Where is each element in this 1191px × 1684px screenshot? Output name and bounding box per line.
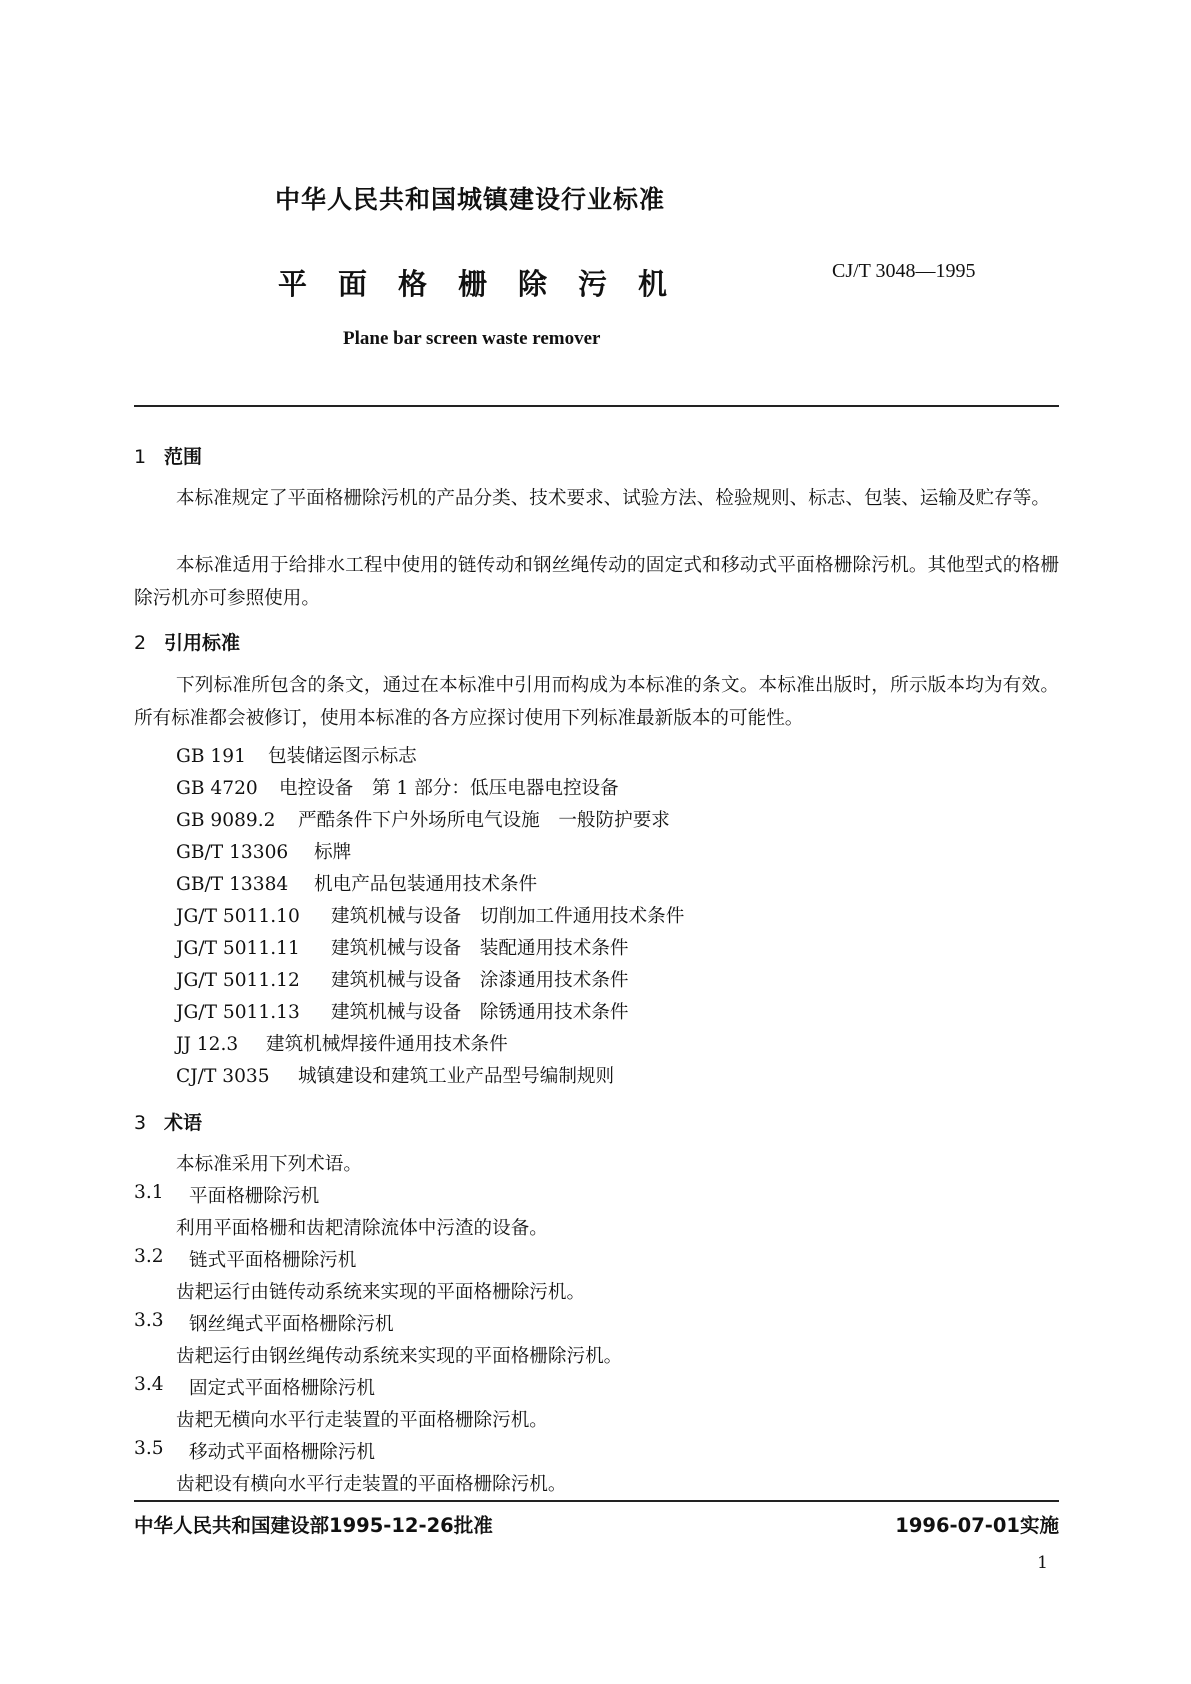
term-number: 3.2 <box>134 1246 164 1267</box>
reference-title: 建筑机械与设备 涂漆通用技术条件 <box>331 970 629 991</box>
reference-title: 机电产品包装通用技术条件 <box>314 874 538 895</box>
standard-code: CJ/T 3048—1995 <box>832 260 976 282</box>
reference-title: 建筑机械与设备 切削加工件通用技术条件 <box>331 906 685 927</box>
term-number: 3.5 <box>134 1438 164 1459</box>
section-heading-scope <box>134 442 202 469</box>
term-definition: 齿耙无横向水平行走装置的平面格栅除污机。 <box>176 1410 548 1431</box>
reference-code: JG/T 5011.13 <box>176 1002 300 1023</box>
reference-title: 建筑机械与设备 除锈通用技术条件 <box>331 1002 629 1023</box>
reference-item <box>176 998 629 1024</box>
reference-item <box>176 934 629 960</box>
term-name: 平面格栅除污机 <box>189 1186 320 1207</box>
term-number: 3.1 <box>134 1182 164 1203</box>
reference-item <box>176 774 619 800</box>
reference-code: GB 4720 <box>176 778 258 799</box>
term-definition: 齿耙设有横向水平行走装置的平面格栅除污机。 <box>176 1474 567 1495</box>
section-title: 术语 <box>164 1112 203 1134</box>
section-number: 2 <box>134 632 147 654</box>
term-definition: 利用平面格栅和齿耙清除流体中污渣的设备。 <box>176 1218 548 1239</box>
paragraph: 本标准规定了平面格栅除污机的产品分类、技术要求、试验方法、检验规则、标志、包装、运输及贮存等。 <box>176 488 1050 509</box>
standard-title-cn: 平面格栅除污机 <box>278 267 699 301</box>
reference-item <box>176 902 684 928</box>
reference-code: JJ 12.3 <box>176 1034 239 1055</box>
section-number: 1 <box>134 446 147 468</box>
reference-title: 城镇建设和建筑工业产品型号编制规则 <box>298 1066 615 1087</box>
reference-item <box>176 1062 614 1088</box>
reference-code: GB/T 13306 <box>176 842 289 863</box>
header-divider <box>134 405 1059 407</box>
term-number: 3.4 <box>134 1374 164 1395</box>
reference-code: JG/T 5011.10 <box>176 906 300 927</box>
term-name: 链式平面格栅除污机 <box>189 1250 357 1271</box>
effective-date: 1996-07-01实施 <box>895 1514 1059 1537</box>
paragraph: 下列标准所包含的条文，通过在本标准中引用而构成为本标准的条文。本标准出版时，所示版本均为有效。所有标准都会被修订，使用本标准的各方应探讨使用下列标准最新版本的可能性。 <box>134 675 1059 729</box>
page-number: 1 <box>1037 1553 1048 1573</box>
term-name: 固定式平面格栅除污机 <box>189 1378 375 1399</box>
reference-item <box>176 870 537 896</box>
terms-intro: 本标准采用下列术语。 <box>176 1154 362 1175</box>
issuing-organization: 中华人民共和国城镇建设行业标准 <box>275 185 666 214</box>
reference-code: CJ/T 3035 <box>176 1066 270 1087</box>
reference-title: 严酷条件下户外场所电气设施 一般防护要求 <box>298 810 670 831</box>
reference-item <box>176 1030 508 1056</box>
reference-title: 包装储运图示标志 <box>268 746 417 767</box>
term-definition: 齿耙运行由链传动系统来实现的平面格栅除污机。 <box>176 1282 586 1303</box>
section-heading-normative-references <box>134 628 240 655</box>
reference-code: GB/T 13384 <box>176 874 289 895</box>
reference-code: JG/T 5011.11 <box>176 938 300 959</box>
approval-note: 中华人民共和国建设部1995-12-26批准 <box>134 1514 493 1537</box>
term-number: 3.3 <box>134 1310 164 1331</box>
section-title: 引用标准 <box>164 632 241 654</box>
reference-item <box>176 806 670 832</box>
reference-code: JG/T 5011.12 <box>176 970 300 991</box>
paragraph: 本标准适用于给排水工程中使用的链传动和钢丝绳传动的固定式和移动式平面格栅除污机。其他型式的格栅除污机亦可参照使用。 <box>134 555 1059 609</box>
reference-item <box>176 966 629 992</box>
term-name: 钢丝绳式平面格栅除污机 <box>189 1314 394 1335</box>
reference-title: 电控设备 第 1 部分：低压电器电控设备 <box>279 778 619 799</box>
reference-title: 建筑机械与设备 装配通用技术条件 <box>331 938 629 959</box>
reference-item <box>176 838 351 864</box>
reference-code: GB 9089.2 <box>176 810 276 831</box>
standard-title-en: Plane bar screen waste remover <box>343 328 601 349</box>
section-title: 范围 <box>164 446 203 468</box>
footer-divider <box>134 1500 1059 1502</box>
reference-title: 建筑机械焊接件通用技术条件 <box>266 1034 508 1055</box>
term-name: 移动式平面格栅除污机 <box>189 1442 375 1463</box>
reference-title: 标牌 <box>314 842 352 863</box>
reference-code: GB 191 <box>176 746 246 767</box>
reference-item <box>176 742 417 768</box>
term-definition: 齿耙运行由钢丝绳传动系统来实现的平面格栅除污机。 <box>176 1346 623 1367</box>
section-heading-terms <box>134 1108 202 1135</box>
section-number: 3 <box>134 1112 147 1134</box>
